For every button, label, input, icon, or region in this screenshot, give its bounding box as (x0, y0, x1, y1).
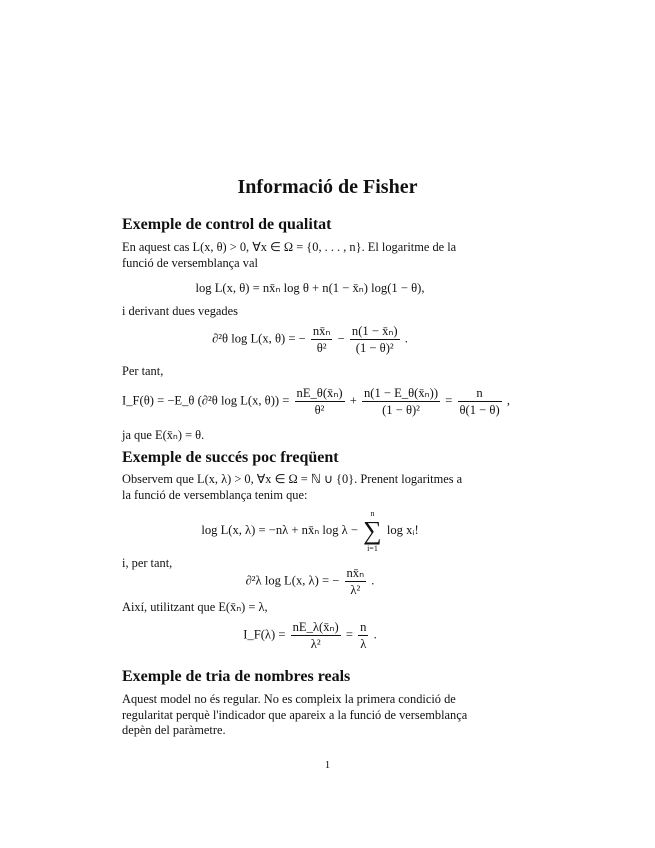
section-heading-real-numbers: Exemple de tria de nombres reals (122, 668, 351, 685)
eq-p3-f1-numerator: nE_λ(x̄ₙ) (292, 620, 339, 634)
section-1-intro-line-2: funció de versemblança val (122, 256, 258, 270)
eq-p3-f1-denominator: λ² (310, 637, 321, 651)
eq3-f3-numerator: n (458, 386, 502, 402)
eq2-end: . (404, 331, 408, 346)
page-number: 1 (324, 759, 331, 771)
eq-p2-lhs: ∂²λ log L(x, λ) = − (245, 573, 340, 588)
eq3-f1-numerator: nE_θ(x̄ₙ) (296, 386, 343, 400)
section-2-intro-line-2: la funció de versemblança tenim que: (122, 488, 308, 502)
eq-p1-lhs: log L(x, λ) = −nλ + nx̄ₙ log λ − (201, 522, 359, 537)
section-3-line-2: regularitat perquè l'indicador que apareix a la funció de versemblança (122, 708, 468, 722)
section-1-intro-line-1: En aquest cas L(x, θ) > 0, ∀x ∈ Ω = {0, . . . , n}. El logaritme de la (122, 240, 457, 254)
eq2-f1-numerator: nx̄ₙ (312, 324, 331, 338)
equation-second-derivative (110, 324, 510, 355)
eq3-end: , (506, 393, 510, 408)
section-1-text-therefore: Per tant, (122, 364, 164, 378)
eq2-fraction-1 (311, 324, 333, 355)
eq-p3-fraction-1 (291, 620, 341, 651)
section-2-intro-line-1: Observem que L(x, λ) > 0, ∀x ∈ Ω = ℕ ∪ {0}. Prenent logaritmes a (122, 472, 463, 486)
eq3-equals: = (445, 393, 453, 408)
eq-p3-f2-denominator: λ (360, 637, 367, 651)
eq2-fraction-2 (350, 324, 400, 355)
section-1-text-derivative: i derivant dues vegades (122, 304, 238, 318)
eq-p3-lhs: I_F(λ) = (243, 627, 286, 642)
equation-fisher-information (122, 386, 512, 417)
section-2-text-using: Així, utilitzant que E(x̄ₙ) = λ, (122, 600, 268, 614)
eq-p2-denominator: λ² (350, 583, 361, 597)
eq3-fraction-1 (295, 386, 345, 417)
section-3-line-1: Aquest model no és regular. No es compleix la primera condició de (122, 692, 456, 706)
sum-upper-limit: n (370, 509, 375, 518)
eq-p2-fraction (345, 566, 367, 597)
eq-p2-numerator: nx̄ₙ (346, 566, 365, 580)
eq-p3-f2-numerator: n (360, 620, 367, 634)
eq3-fraction-2 (362, 386, 440, 417)
eq-p3-fraction-2 (358, 620, 368, 651)
eq3-f2-denominator: (1 − θ)² (382, 403, 420, 417)
eq3-plus: + (349, 393, 357, 408)
eq2-f2-numerator: n(1 − x̄ₙ) (351, 324, 398, 338)
eq-p2-end: . (371, 573, 375, 588)
eq3-f1-denominator: θ² (314, 403, 325, 417)
eq2-f1-denominator: θ² (316, 341, 327, 355)
equation-log-likelihood: log L(x, θ) = nx̄ₙ log θ + n(1 − x̄ₙ) log(1 − θ), (195, 281, 425, 295)
eq2-minus: − (337, 331, 345, 346)
eq3-f2-numerator: n(1 − E_θ(x̄ₙ)) (363, 386, 439, 400)
equation-poisson-second-derivative (110, 566, 510, 597)
eq3-lhs: I_F(θ) = −E_θ (∂²θ log L(x, θ)) = (122, 393, 290, 408)
section-3-line-3: depèn del paràmetre. (122, 723, 226, 737)
page-title: Informació de Fisher (237, 176, 418, 198)
section-1-text-since: ja que E(x̄ₙ) = θ. (122, 428, 205, 442)
sum-lower-limit: i=1 (367, 544, 378, 553)
equation-poisson-fisher-information (110, 620, 510, 651)
sum-symbol: ∑ (363, 516, 382, 545)
equation-poisson-log-likelihood (110, 508, 510, 554)
eq2-lhs: ∂²θ log L(x, θ) = − (212, 331, 306, 346)
eq3-fraction-3 (458, 386, 502, 417)
section-heading-rare-event: Exemple de succés poc freqüent (122, 449, 339, 466)
eq3-f3-denominator: θ(1 − θ) (459, 403, 500, 417)
eq2-f2-denominator: (1 − θ)² (355, 341, 394, 355)
summation-operator (363, 508, 382, 554)
section-heading-quality-control: Exemple de control de qualitat (122, 216, 332, 233)
eq-p3-end: . (373, 627, 377, 642)
eq-p3-equals: = (345, 627, 353, 642)
section-2-text-therefore: i, per tant, (122, 556, 173, 570)
eq-p1-rhs: log xᵢ! (386, 522, 419, 537)
